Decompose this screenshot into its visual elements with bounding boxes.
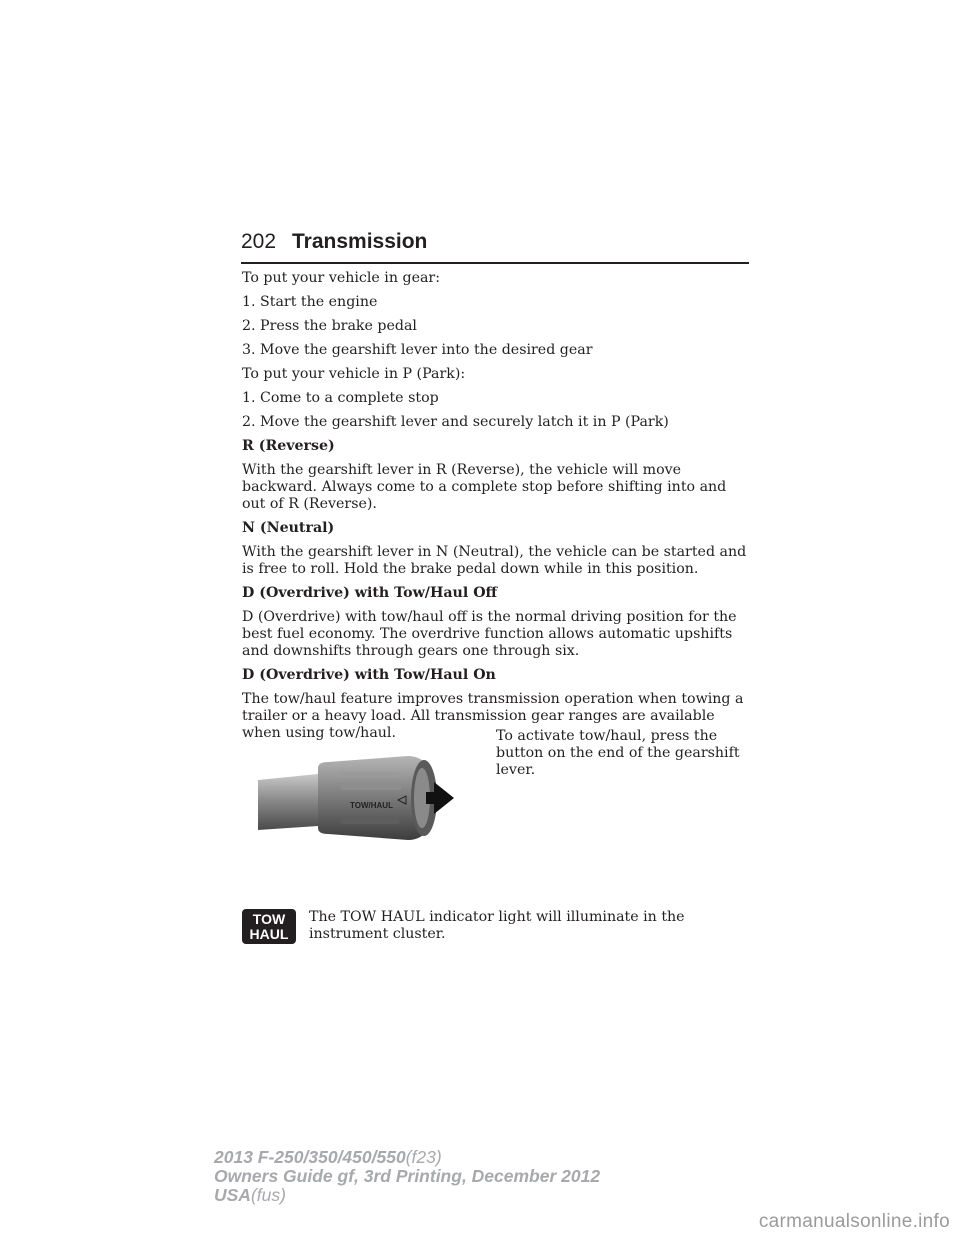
reverse-heading: R (Reverse) (242, 438, 335, 454)
od-off-heading: D (Overdrive) with Tow/Haul Off (242, 585, 498, 601)
reverse-text: With the gearshift lever in R (Reverse), the vehicle will move backward. Always come to a complete stop before shifting into and out of R (Reverse). (242, 462, 727, 512)
park-step-1: 1. Come to a complete stop (242, 390, 439, 406)
watermark: carmanualsonline.info (758, 1211, 950, 1232)
footer-region: USA (214, 1185, 251, 1205)
page-header (241, 230, 749, 264)
neutral-text: With the gearshift lever in N (Neutral), the vehicle can be started and is free to roll. Hold the brake pedal down while in this position. (242, 544, 747, 577)
gear-step-1: 1. Start the engine (242, 294, 378, 310)
footer-guide: Owners Guide gf, 3rd Printing, December 2012 (214, 1166, 601, 1186)
gear-step-3: 3. Move the gearshift lever into the desired gear (242, 342, 593, 358)
body-text (242, 270, 750, 749)
od-off-text: D (Overdrive) with tow/haul off is the normal driving position for the best fuel economy. The overdrive function allows automatic upshifts and downshifts through gears one through six. (242, 609, 737, 659)
neutral-heading: N (Neutral) (242, 520, 335, 536)
park-step-2: 2. Move the gearshift lever and securely latch it in P (Park) (242, 414, 669, 430)
gearshift-lever-illustration (258, 742, 458, 846)
tow-icon-line2: HAUL (249, 926, 289, 942)
indicator-text: The TOW HAUL indicator light will illuminate in the instrument cluster. (309, 909, 685, 942)
tow-haul-indicator-icon (242, 909, 296, 944)
gear-step-2: 2. Press the brake pedal (242, 318, 417, 334)
page-footer (214, 1148, 600, 1205)
tow-icon-line1: TOW (252, 911, 286, 927)
gearshift-lever-icon (258, 742, 458, 842)
activate-text: To activate tow/haul, press the button on the end of the gearshift lever. (496, 728, 740, 778)
page-number: 202 (241, 230, 277, 253)
od-on-text: The tow/haul feature improves transmission operation when towing a trailer or a heavy load. All transmission gear ranges are available when using tow/haul. (242, 691, 744, 741)
od-on-heading: D (Overdrive) with Tow/Haul On (242, 667, 496, 683)
footer-model: 2013 F-250/350/450/550 (214, 1147, 406, 1167)
intro-gear: To put your vehicle in gear: (242, 270, 440, 286)
footer-model-code: (f23) (405, 1147, 442, 1167)
intro-park: To put your vehicle in P (Park): (242, 366, 466, 382)
section-title: Transmission (292, 230, 428, 253)
footer-region-code: (fus) (250, 1185, 286, 1205)
lever-label: TOW/HAUL (350, 801, 393, 810)
